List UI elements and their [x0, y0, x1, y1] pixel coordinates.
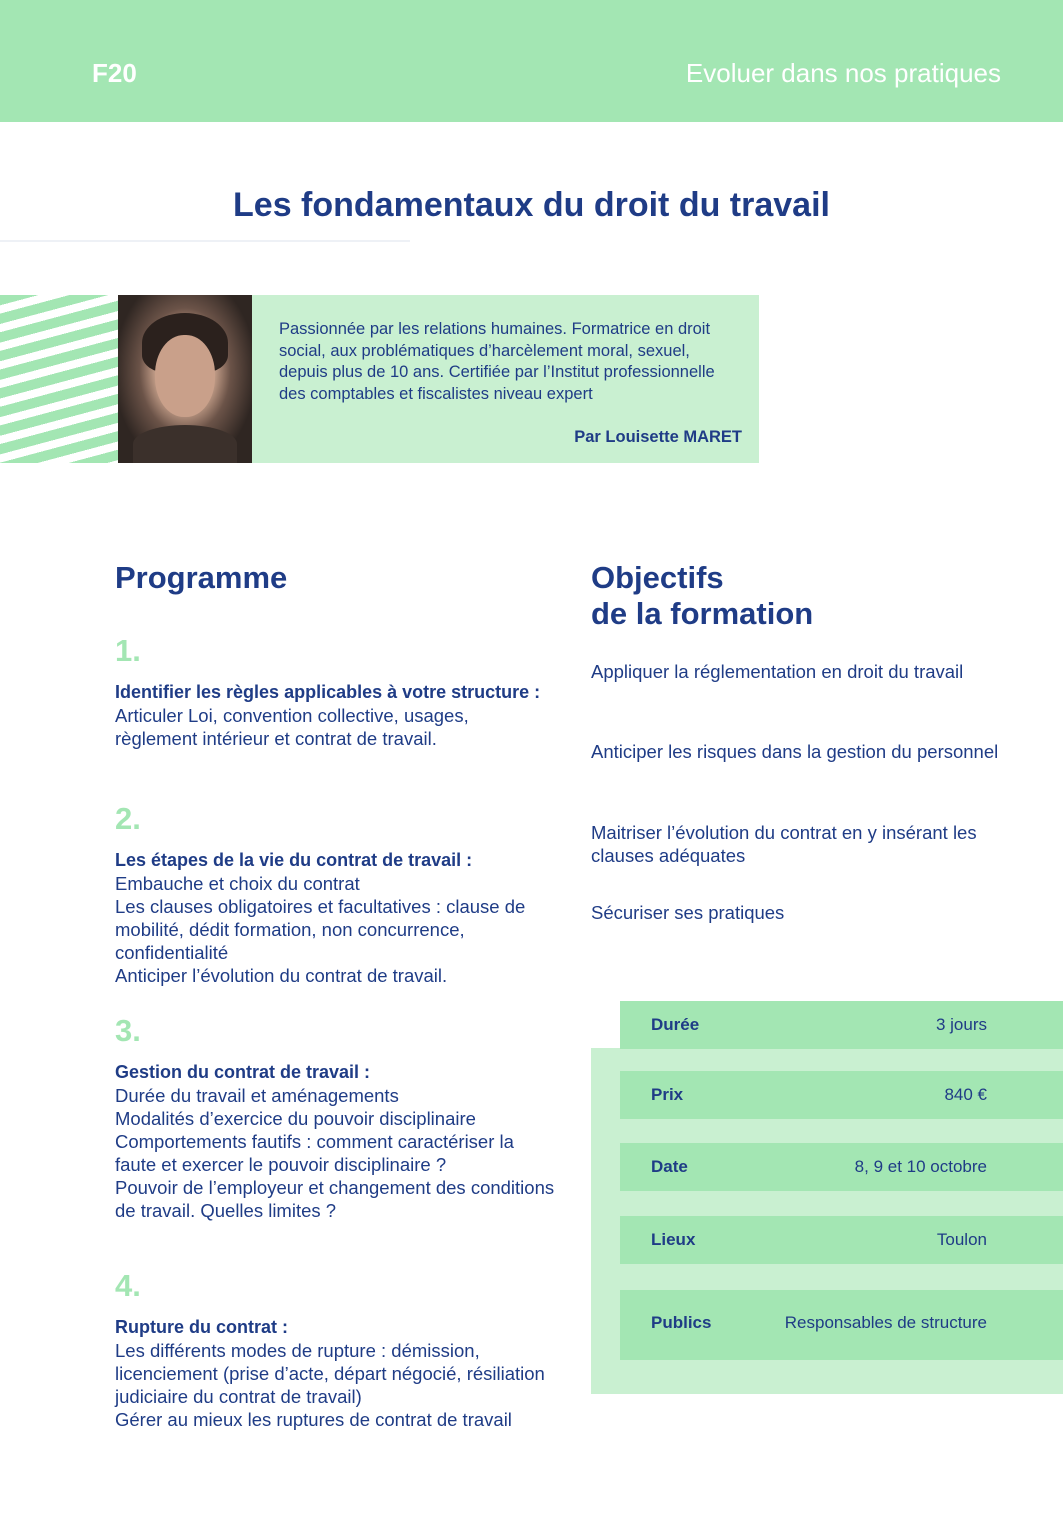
step-line: Pouvoir de l’employeur et changement des conditions de travail. Quelles limites ?	[115, 1177, 555, 1221]
decorative-stripes	[0, 295, 120, 463]
objectives-heading-line1: Objectifs	[591, 560, 724, 595]
objective-item: Anticiper les risques dans la gestion du personnel	[591, 741, 999, 762]
objectives-heading-line2: de la formation	[591, 596, 814, 631]
step-line: Comportements fautifs : comment caractériser la faute et exercer le pouvoir disciplinaire ?	[115, 1131, 514, 1175]
step-line: Anticiper l’évolution du contrat de travail.	[115, 965, 448, 986]
programme-step-4	[115, 1268, 555, 1431]
step-line: Gérer au mieux les ruptures de contrat de travail	[115, 1409, 512, 1430]
step-line: Les différents modes de rupture : démission, licenciement (prise d’acte, départ négocié, résiliation judiciaire du contrat de travail)	[115, 1340, 545, 1407]
info-label: Prix	[651, 1085, 684, 1104]
trainer-bio: Passionnée par les relations humaines. Formatrice en droit social, aux problématiques d’harcèlement moral, sexuel, depuis plus de 10 ans. Certifiée par l’Institut professionnelle des comptables et fiscalistes niveau expert	[279, 320, 715, 403]
info-value: Toulon	[936, 1230, 987, 1249]
info-value: Responsables de structure	[784, 1313, 987, 1332]
info-row-date	[620, 1143, 1063, 1191]
objective-item: Maitriser l’évolution du contrat en y insérant les clauses adéquates	[591, 822, 977, 866]
objectives-heading	[591, 560, 1011, 632]
trainer-photo	[118, 295, 252, 463]
info-row-publics	[620, 1290, 1063, 1360]
info-value: 840 €	[944, 1085, 987, 1104]
info-value: 3 jours	[935, 1015, 987, 1034]
step-line: Les clauses obligatoires et facultatives : clause de mobilité, dédit formation, non concurrence, confidentialité	[115, 896, 526, 963]
programme-heading: Programme	[115, 560, 288, 595]
step-title: Rupture du contrat :	[115, 1317, 288, 1337]
step-title: Gestion du contrat de travail :	[115, 1062, 371, 1082]
programme-step-1	[115, 633, 555, 750]
step-title: Les étapes de la vie du contrat de travail :	[115, 850, 473, 870]
step-line: Embauche et choix du contrat	[115, 873, 360, 894]
step-line: Durée du travail et aménagements	[115, 1085, 399, 1106]
page-title: Les fondamentaux du droit du travail	[233, 186, 830, 224]
course-code: F20	[92, 58, 137, 88]
step-number: 4.	[115, 1268, 141, 1303]
step-number: 1.	[115, 633, 141, 668]
programme-step-2	[115, 801, 555, 987]
trainer-box	[118, 295, 759, 463]
info-value: 8, 9 et 10 octobre	[854, 1157, 987, 1176]
section-title: Evoluer dans nos pratiques	[685, 58, 1001, 88]
objective-item: Sécuriser ses pratiques	[591, 902, 785, 923]
info-row-prix	[620, 1071, 1063, 1119]
info-row-duree	[620, 1001, 1063, 1049]
step-title: Identifier les règles applicables à votre structure :	[115, 682, 541, 702]
header-band	[0, 0, 1063, 122]
step-number: 2.	[115, 801, 141, 836]
step-line: Modalités d’exercice du pouvoir disciplinaire	[115, 1108, 476, 1129]
trainer-name: Par Louisette MARET	[574, 428, 742, 446]
info-label: Durée	[651, 1015, 700, 1034]
objective-item: Appliquer la réglementation en droit du travail	[591, 661, 964, 682]
photo-face	[155, 335, 215, 417]
info-label: Date	[651, 1157, 688, 1176]
photo-body	[133, 425, 237, 463]
programme-step-3	[115, 1013, 555, 1222]
info-label: Publics	[651, 1313, 712, 1332]
info-row-lieux	[620, 1216, 1063, 1264]
step-line: Articuler Loi, convention collective, usages, règlement intérieur et contrat de travail.	[115, 705, 469, 749]
info-label: Lieux	[651, 1230, 696, 1249]
title-divider	[0, 240, 410, 242]
step-number: 3.	[115, 1013, 141, 1048]
